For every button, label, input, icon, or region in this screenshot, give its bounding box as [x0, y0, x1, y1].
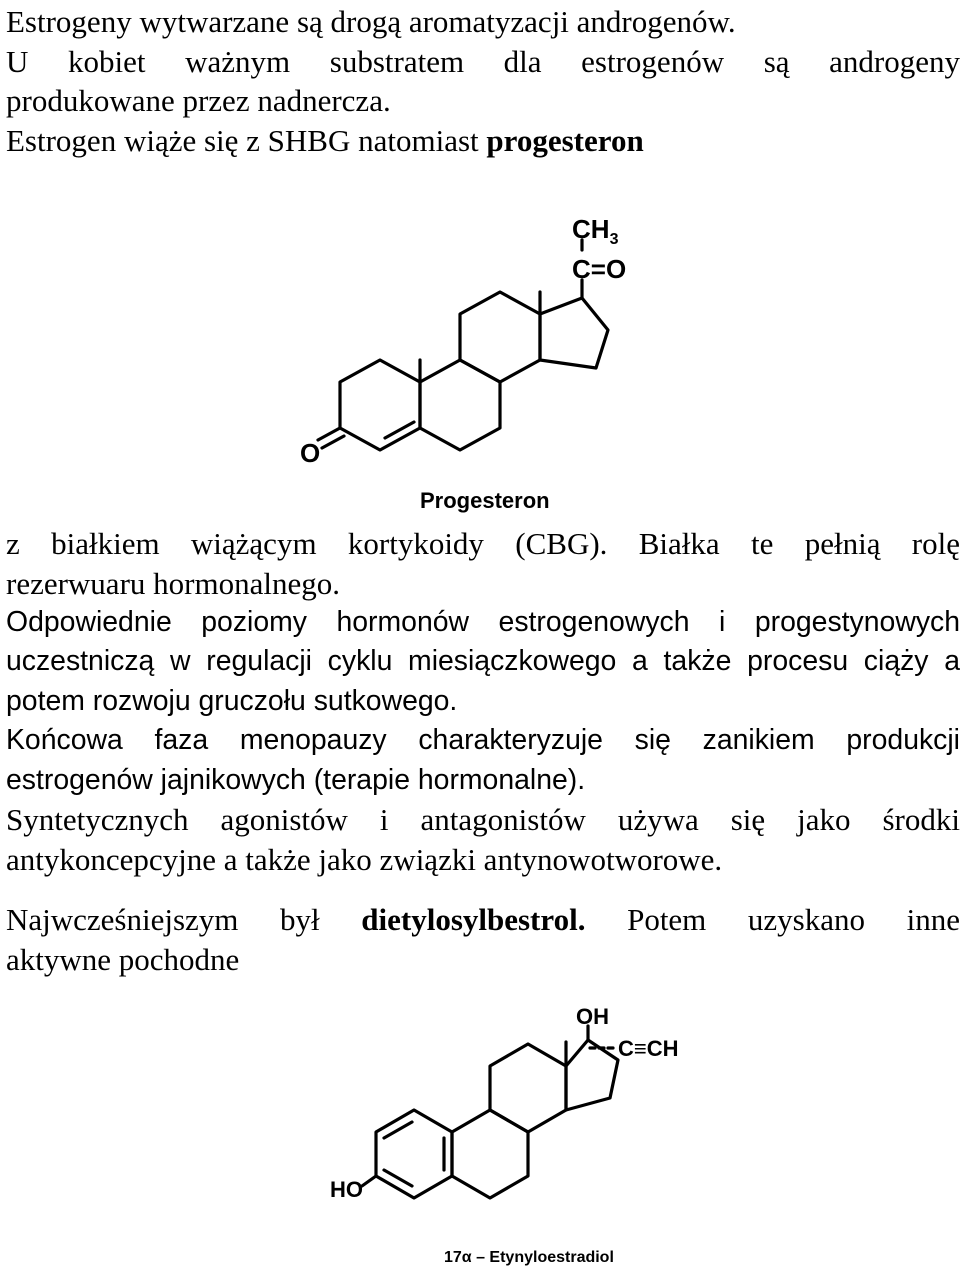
- hydroxyl-left-label: HO: [330, 1177, 363, 1202]
- ring-d-2: [566, 1040, 618, 1110]
- ring-b-2: [452, 1110, 528, 1198]
- closing-line-1-suffix: Potem uzyskano inne: [585, 902, 960, 937]
- ho-bond: [362, 1176, 376, 1186]
- closing-line-2: aktywne pochodne: [6, 941, 240, 977]
- closing-line-1-prefix: Najwcześniejszym był: [6, 902, 362, 937]
- ring-c-2: [490, 1044, 566, 1132]
- paragraph-hormone-levels: Odpowiednie poziomy hormonów estrogenowych i progestynowych uczestniczą w regulacji cyklu miesiączkowego a także procesu ciąży a potem rozwoju gruczołu sutkowego.: [6, 606, 960, 717]
- intro-line-4-text: Estrogen wiąże się z SHBG natomiast: [6, 122, 487, 158]
- aromatic-ring-a: [376, 1110, 452, 1198]
- carbonyl-label: C=O: [572, 254, 627, 284]
- intro-line-2: U kobiet ważnym substratem dla estrogenów są androgeny: [6, 43, 960, 79]
- ketone-oxygen-label: O: [300, 438, 321, 468]
- progesterone-caption: Progesteron: [420, 488, 550, 513]
- ch3-text: CH: [572, 214, 610, 244]
- paragraph-synthetic-agonists: Syntetycznych agonistów i antagonistów używa się jako środki antykoncepcyjne a także jako związki antynowotworowe.: [6, 802, 960, 877]
- dietylosylbestrol-term: dietylosylbestrol.: [361, 902, 586, 937]
- body-line-2: rezerwuaru hormonalnego.: [6, 565, 340, 601]
- ethynylestradiol-caption: 17α – Etynyloestradiol: [444, 1249, 614, 1266]
- intro-line-1: Estrogeny wytwarzane są drogą aromatyzacji androgenów.: [6, 4, 736, 39]
- hydroxyl-top-label: OH: [576, 1004, 609, 1029]
- paragraph-menopause: Końcowa faza menopauzy charakteryzuje się zanikiem produkcji estrogenów jajnikowych (terapie hormonalne).: [6, 724, 960, 796]
- intro-line-3: produkowane przez nadnercza.: [6, 83, 391, 118]
- progesteron-term: progesteron: [486, 122, 644, 158]
- body-line-1: z białkiem wiążącym kortykoidy (CBG). Białka te pełnią rolę: [6, 526, 960, 561]
- ethynyl-label: C≡CH: [618, 1036, 679, 1061]
- ch3-subscript: 3: [609, 231, 619, 248]
